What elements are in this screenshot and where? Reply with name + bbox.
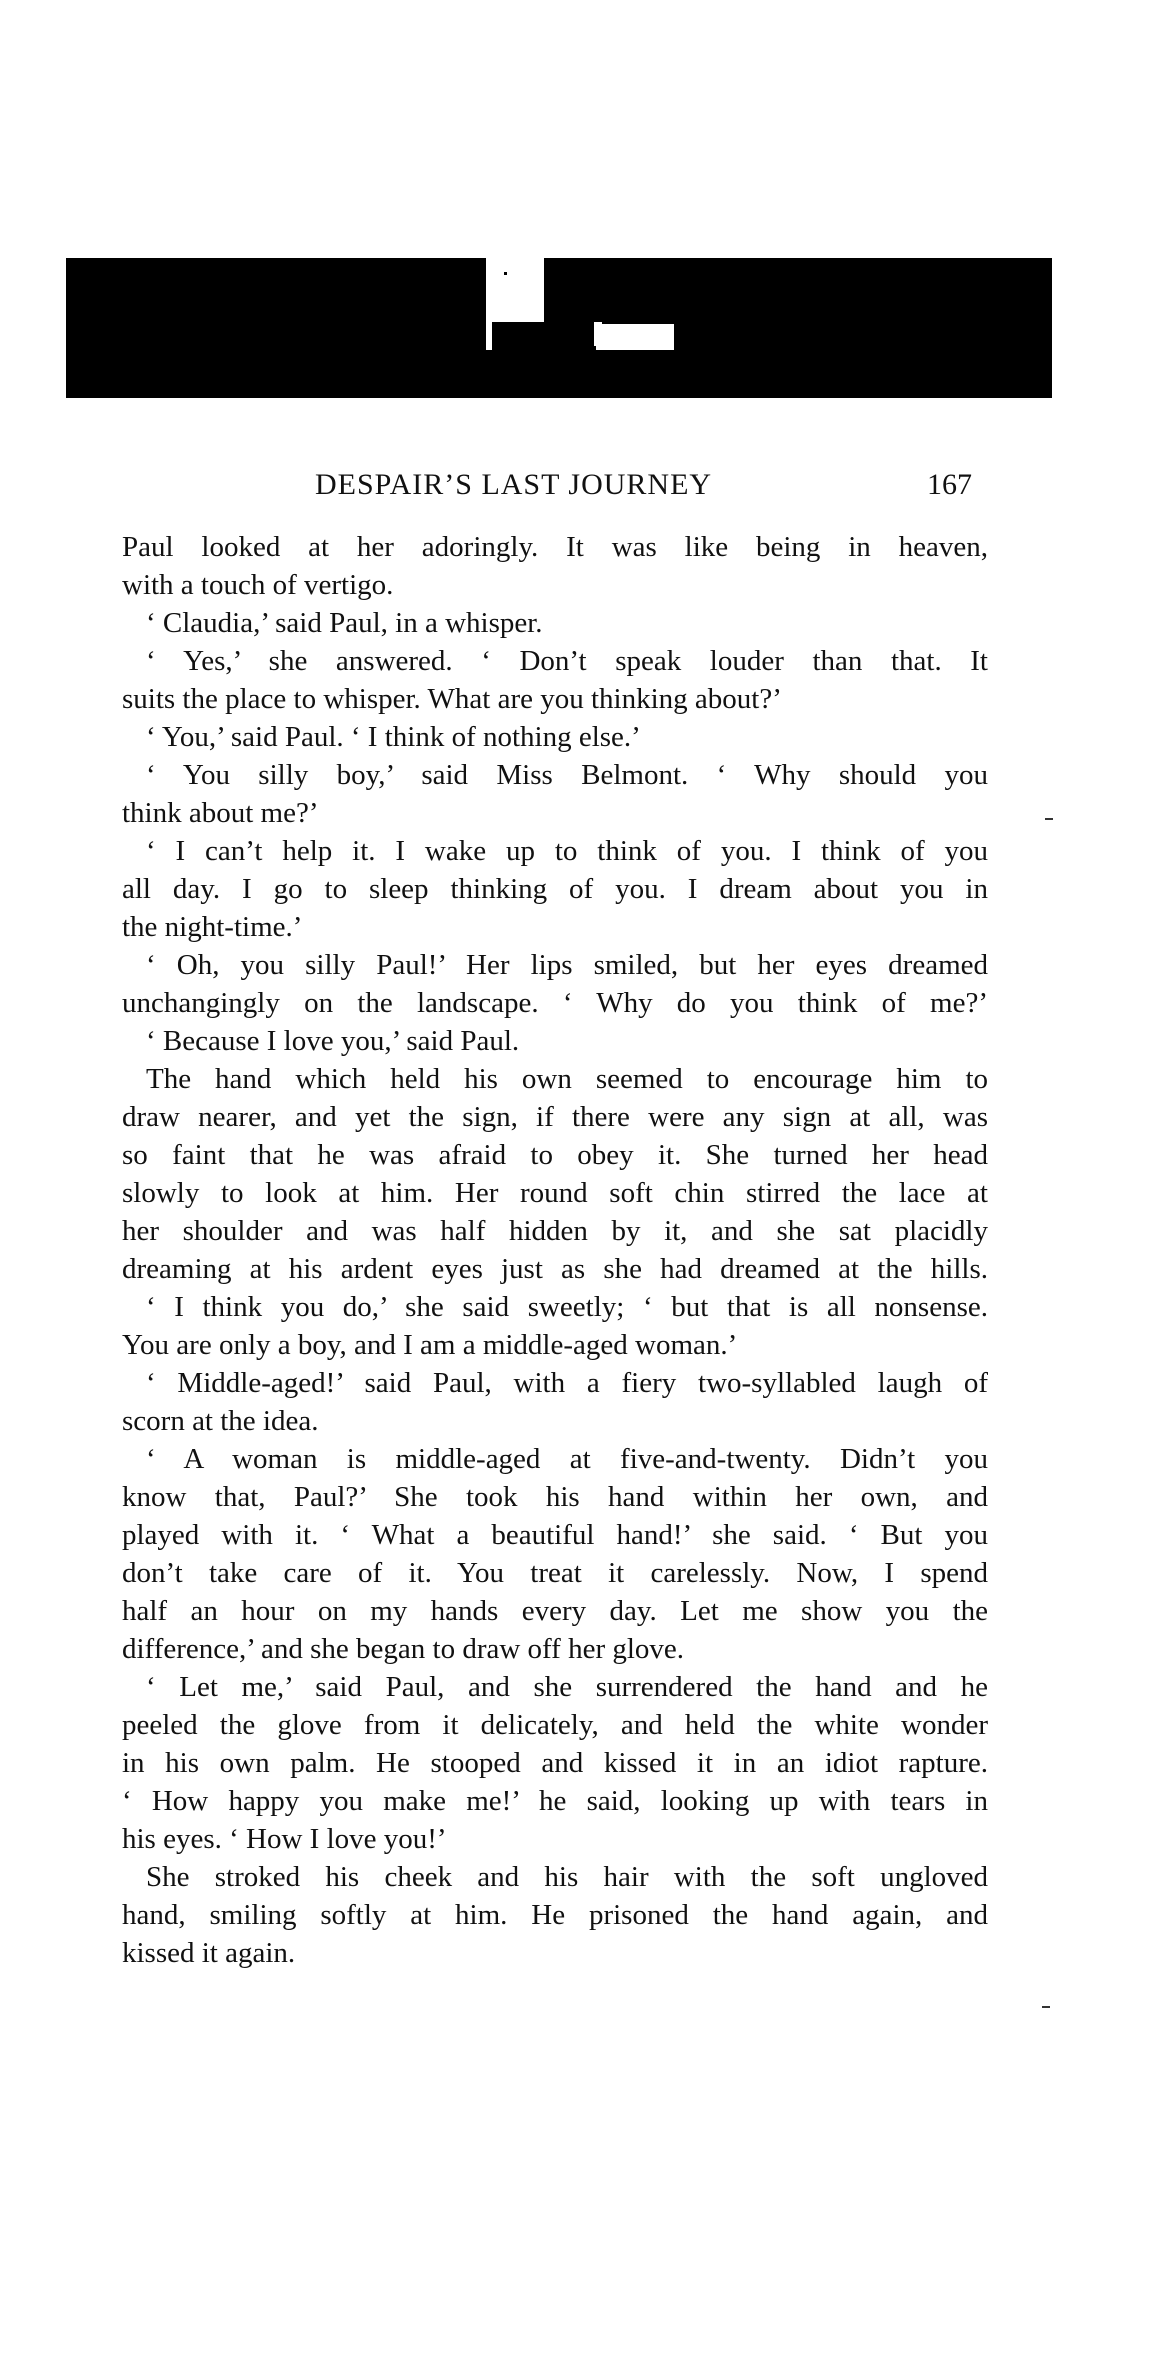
page-number: 167 bbox=[927, 468, 972, 501]
scan-blot bbox=[596, 324, 674, 350]
text-line: with a touch of vertigo. bbox=[122, 569, 394, 601]
text-line: Paul looked at her adoringly. It was like being in heaven, bbox=[122, 531, 988, 563]
text-line: She stroked his cheek and his hair with the soft ungloved bbox=[146, 1861, 988, 1893]
text-line: ‘ I can’t help it. I wake up to think of you. I think of you bbox=[146, 835, 988, 867]
text-line: ‘ You,’ said Paul. ‘ I think of nothing else.’ bbox=[146, 721, 641, 753]
running-title: DESPAIR’S LAST JOURNEY bbox=[315, 468, 713, 501]
scan-speck bbox=[504, 272, 507, 275]
scan-blot bbox=[486, 258, 544, 322]
text-line: difference,’ and she began to draw off her glove. bbox=[122, 1633, 685, 1665]
text-line: her shoulder and was half hidden by it, and she sat placidly bbox=[122, 1215, 988, 1247]
text-line: so faint that he was afraid to obey it. She turned her head bbox=[122, 1139, 988, 1171]
body-text bbox=[122, 528, 988, 1972]
text-line: kissed it again. bbox=[122, 1937, 296, 1969]
text-line: ‘ Oh, you silly Paul!’ Her lips smiled, but her eyes dreamed bbox=[146, 949, 988, 981]
text-line: don’t take care of it. You treat it carelessly. Now, I spend bbox=[122, 1557, 988, 1589]
text-line: ‘ Middle-aged!’ said Paul, with a fiery two-syllabled laugh of bbox=[146, 1367, 988, 1399]
text-line: peeled the glove from it delicately, and held the white wonder bbox=[122, 1709, 988, 1741]
text-line: scorn at the idea. bbox=[122, 1405, 319, 1437]
scan-artifact-band bbox=[66, 258, 1052, 398]
text-line: You are only a boy, and I am a middle-aged woman.’ bbox=[122, 1329, 738, 1361]
text-line: half an hour on my hands every day. Let me show you the bbox=[122, 1595, 988, 1627]
scan-blot bbox=[486, 318, 492, 350]
text-line: ‘ Because I love you,’ said Paul. bbox=[146, 1025, 520, 1057]
text-line: ‘ Let me,’ said Paul, and she surrendered the hand and he bbox=[146, 1671, 988, 1703]
text-line: draw nearer, and yet the sign, if there were any sign at all, was bbox=[122, 1101, 988, 1133]
text-line: ‘ How happy you make me!’ he said, looking up with tears in bbox=[122, 1785, 988, 1817]
text-line: ‘ You silly boy,’ said Miss Belmont. ‘ Why should you bbox=[146, 759, 988, 791]
text-line: suits the place to whisper. What are you thinking about?’ bbox=[122, 683, 782, 715]
text-line: ‘ Yes,’ she answered. ‘ Don’t speak louder than that. It bbox=[146, 645, 988, 677]
text-line: played with it. ‘ What a beautiful hand!’ she said. ‘ But you bbox=[122, 1519, 988, 1551]
text-line: know that, Paul?’ She took his hand within her own, and bbox=[122, 1481, 988, 1513]
text-line: unchangingly on the landscape. ‘ Why do you think of me?’ bbox=[122, 987, 988, 1019]
text-line: his eyes. ‘ How I love you!’ bbox=[122, 1823, 447, 1855]
text-line: ‘ I think you do,’ she said sweetly; ‘ but that is all nonsense. bbox=[146, 1291, 988, 1323]
text-line: think about me?’ bbox=[122, 797, 319, 829]
text-line: The hand which held his own seemed to encourage him to bbox=[146, 1063, 988, 1095]
text-line: hand, smiling softly at him. He prisoned the hand again, and bbox=[122, 1899, 988, 1931]
text-line: slowly to look at him. Her round soft chin stirred the lace at bbox=[122, 1177, 988, 1209]
text-line: in his own palm. He stooped and kissed it in an idiot rapture. bbox=[122, 1747, 988, 1779]
text-line: ‘ Claudia,’ said Paul, in a whisper. bbox=[146, 607, 543, 639]
margin-speck bbox=[1042, 2006, 1050, 2008]
text-line: dreaming at his ardent eyes just as she had dreamed at the hills. bbox=[122, 1253, 988, 1285]
text-line: the night-time.’ bbox=[122, 911, 303, 943]
text-line: all day. I go to sleep thinking of you. I dream about you in bbox=[122, 873, 988, 905]
margin-speck bbox=[1045, 818, 1053, 820]
running-head bbox=[122, 468, 972, 508]
text-line: ‘ A woman is middle-aged at five-and-twenty. Didn’t you bbox=[146, 1443, 988, 1475]
